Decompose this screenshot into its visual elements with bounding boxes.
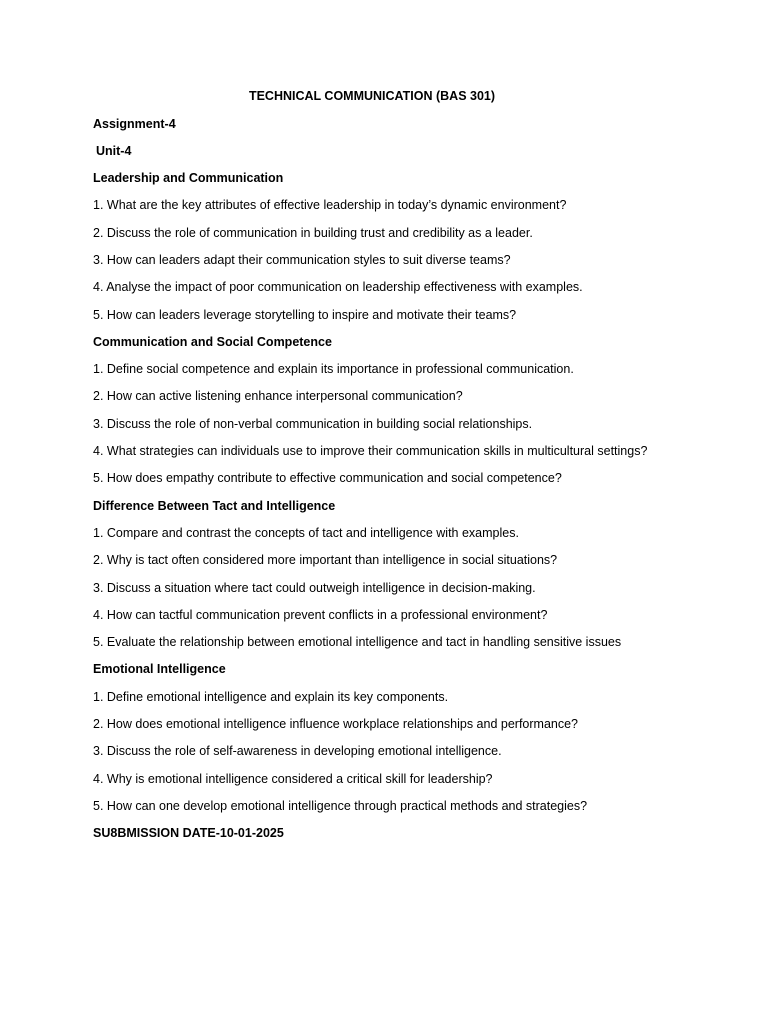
section-heading: Emotional Intelligence xyxy=(93,662,226,677)
question-item: 3. How can leaders adapt their communication styles to suit diverse teams? xyxy=(93,252,511,267)
document-title: TECHNICAL COMMUNICATION (BAS 301) xyxy=(248,89,496,103)
question-item: 4. How can tactful communication prevent conflicts in a professional environment? xyxy=(93,607,548,622)
question-item: 3. Discuss the role of self-awareness in developing emotional intelligence. xyxy=(93,744,502,759)
question-item: 3. Discuss the role of non-verbal communication in building social relationships. xyxy=(93,416,533,431)
question-item: 2. Why is tact often considered more important than intelligence in social situations? xyxy=(93,553,558,568)
question-item: 5. Evaluate the relationship between emotional intelligence and tact in handling sensitive issues xyxy=(93,635,622,650)
question-item: 2. How does emotional intelligence influence workplace relationships and performance? xyxy=(93,717,579,732)
question-item: 5. How does empathy contribute to effective communication and social competence? xyxy=(93,471,562,486)
document-body xyxy=(93,116,733,853)
question-item: 4. Why is emotional intelligence considered a critical skill for leadership? xyxy=(93,771,493,786)
question-item: 1. Define emotional intelligence and explain its key components. xyxy=(93,689,449,704)
section-communication-and-social-competence xyxy=(93,334,733,498)
question-item: 1. What are the key attributes of effective leadership in today’s dynamic environment? xyxy=(93,198,567,213)
section-heading: Leadership and Communication xyxy=(93,171,284,186)
question-item: 1. Compare and contrast the concepts of tact and intelligence with examples. xyxy=(93,525,519,540)
unit-label: Unit-4 xyxy=(96,143,132,158)
section-leadership-and-communication xyxy=(93,170,733,334)
question-item: 2. How can active listening enhance interpersonal communication? xyxy=(93,389,463,404)
submission-date: SU8BMISSION DATE-10-01-2025 xyxy=(93,826,284,841)
section-heading: Difference Between Tact and Intelligence xyxy=(93,498,336,513)
question-item: 5. How can one develop emotional intelligence through practical methods and strategies? xyxy=(93,798,588,813)
section-tact-and-intelligence xyxy=(93,498,733,662)
section-heading: Communication and Social Competence xyxy=(93,334,332,349)
question-item: 2. Discuss the role of communication in building trust and credibility as a leader. xyxy=(93,225,533,240)
question-item: 4. What strategies can individuals use to improve their communication skills in multicultural settings? xyxy=(93,444,648,459)
question-item: 4. Analyse the impact of poor communication on leadership effectiveness with examples. xyxy=(93,280,583,295)
section-emotional-intelligence xyxy=(93,661,733,825)
question-item: 5. How can leaders leverage storytelling to inspire and motivate their teams? xyxy=(93,307,517,322)
question-item: 3. Discuss a situation where tact could outweigh intelligence in decision-making. xyxy=(93,580,536,595)
question-item: 1. Define social competence and explain its importance in professional communication. xyxy=(93,362,574,377)
assignment-label: Assignment-4 xyxy=(93,116,176,131)
